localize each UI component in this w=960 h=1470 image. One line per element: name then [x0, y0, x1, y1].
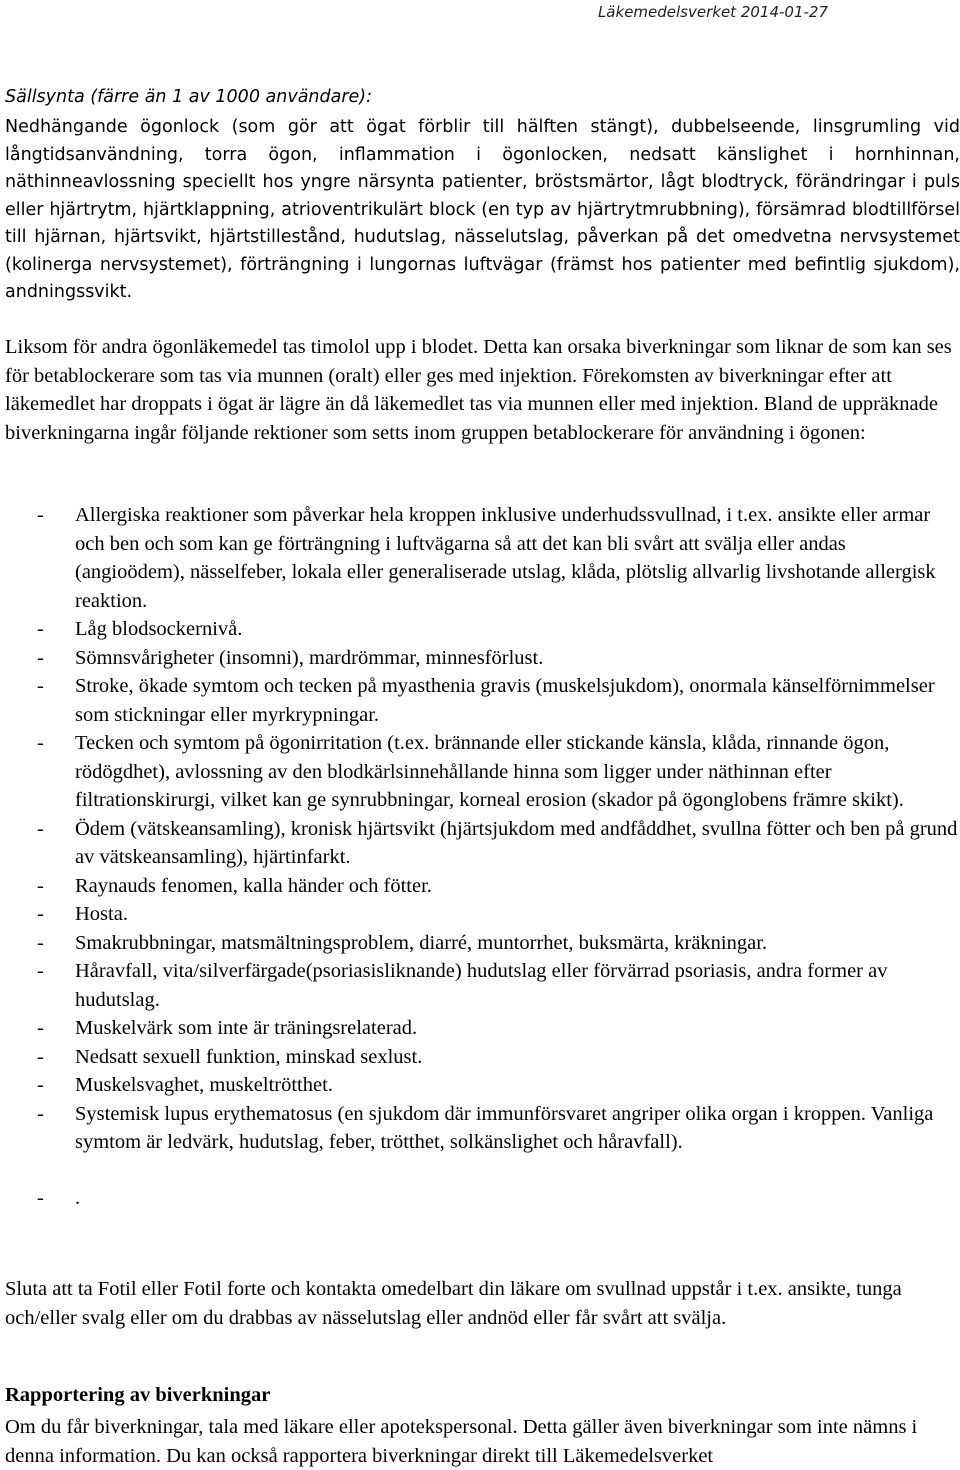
- list-item: [0, 1100, 960, 1157]
- list-item-text: Låg blodsockernivå.: [75, 618, 243, 640]
- list-item-text: Smakrubbningar, matsmältningsproblem, diarré, muntorrhet, buksmärta, kräkningar.: [75, 931, 768, 954]
- list-dash: -: [37, 1186, 44, 1209]
- list-item: [0, 672, 960, 729]
- list-dash: -: [37, 675, 44, 697]
- list-item: [0, 1071, 960, 1100]
- list-item-text: Muskelsvaghet, muskeltrötthet.: [75, 1074, 333, 1096]
- betablocker-effects-list: [0, 501, 960, 1212]
- rare-section-title: Sällsynta (färre än 1 av 1000 användare):: [5, 87, 373, 107]
- list-item-text: Sömnsvårigheter (insomni), mardrömmar, minnesförlust.: [75, 646, 544, 669]
- list-dash: -: [37, 646, 44, 669]
- list-dash: -: [37, 874, 44, 897]
- list-item: [0, 1014, 960, 1043]
- list-dash: -: [37, 1074, 44, 1096]
- list-item: [0, 1043, 960, 1072]
- list-dash: -: [37, 732, 44, 754]
- list-item-text: Systemisk lupus erythematosus (en sjukdom där immunförsvaret angriper olika organ i kroppen. Vanliga symtom är ledvärk, hudutslag, feber, trötthet, solkänslighet och håravfall).: [75, 1102, 934, 1153]
- list-item: [0, 957, 960, 1014]
- reporting-heading: Rapportering av biverkningar: [5, 1384, 271, 1406]
- list-dash: -: [37, 817, 44, 840]
- list-item-text: Ödem (vätskeansamling), kronisk hjärtsvikt (hjärtsjukdom med andfåddhet, svullna fötter och ben på grund av vätskeansamling), hjärtinfarkt.: [75, 817, 958, 868]
- stop-treatment-paragraph: Sluta att ta Fotil eller Fotil forte och kontakta omedelbart din läkare om svullnad uppstår i t.ex. ansikte, tunga och/eller svalg eller om du drabbas av nässelutslag eller andnöd eller får svårt att svälja.: [5, 1278, 902, 1329]
- list-item-text: Tecken och symtom på ögonirritation (t.ex. brännande eller stickande känsla, klåda, rinnande ögon, rödögdhet), avlossning av den blodkärlsinnehållande hinna som ligger under näthinnan efter filtrationskirurgi, vilket kan ge synrubbningar, korneal erosion (skador på ögonglobens främre skikt).: [75, 732, 904, 811]
- list-item: [0, 872, 960, 901]
- list-item: [0, 815, 960, 872]
- list-item: [0, 929, 960, 958]
- list-dash: -: [37, 618, 44, 640]
- list-item: [0, 615, 960, 644]
- list-item-text: Raynauds fenomen, kalla händer och fötter.: [75, 874, 432, 897]
- list-item-text: .: [75, 1186, 81, 1209]
- list-item-text: Håravfall, vita/silverfärgade(psoriasisliknande) hudutslag eller förvärrad psoriasis, andra former av hudutslag.: [75, 960, 888, 1011]
- rare-side-effects-text: Nedhängande ögonlock (som gör att ögat förblir till hälften stängt), dubbelseende, linsgrumling vid långtidsanvändning, torra ögon, inflammation i ögonlocken, nedsatt känslighet i hornhinnan, näthinneavlossning speciellt hos yngre närsynta patienter, bröstsmärtor, lågt blodtryck, förändringar i puls eller hjärtrytm, hjärtklappning, atrioventrikulärt block (en typ av hjärtrytmrubbning), försämrad blodtillförsel till hjärnan, hjärtsvikt, hjärtstillestånd, hudutslag, nässelutslag, påverkan på det omedvetna nervsystemet (kolinerga nervsystemet), förträngning i lungornas luftvägar (främst hos patienter med befintlig sjukdom), andningssvikt.: [5, 117, 960, 302]
- list-dash: -: [37, 1045, 44, 1068]
- list-dash: -: [37, 960, 44, 982]
- list-dash: -: [37, 903, 44, 925]
- list-item: [0, 729, 960, 815]
- list-item-text: Allergiska reaktioner som påverkar hela kroppen inklusive underhudssvullnad, i t.ex. ansikte eller armar och ben och som kan ge förträngning i luftvägarna så att det kan bli svårt att svälja eller andas (angioödem), nässelfeber, lokala eller generaliserade utslag, klåda, plötslig allvarlig livshotande allergisk reaktion.: [75, 504, 936, 612]
- list-item-text: Muskelvärk som inte är träningsrelaterad.: [75, 1017, 418, 1039]
- list-dash: -: [37, 1102, 44, 1125]
- list-item: [0, 900, 960, 929]
- list-item-text: Nedsatt sexuell funktion, minskad sexlust.: [75, 1045, 423, 1068]
- page-header: Läkemedelsverket 2014-01-27: [597, 3, 828, 21]
- list-item: [0, 501, 960, 615]
- list-dash: -: [37, 504, 44, 526]
- list-item-text: Hosta.: [75, 903, 128, 925]
- reporting-paragraph: Om du får biverkningar, tala med läkare eller apotekspersonal. Detta gäller även biverkningar som inte nämns i denna information. Du kan också rapportera biverkningar direkt till Läkemedelsverket: [5, 1416, 918, 1467]
- list-item-text: Stroke, ökade symtom och tecken på myasthenia gravis (muskelsjukdom), onormala känselförnimmelser som stickningar eller myrkrypningar.: [75, 675, 935, 726]
- list-dash: -: [37, 931, 44, 954]
- list-dash: -: [37, 1017, 44, 1039]
- list-item: [0, 644, 960, 673]
- timolol-paragraph: Liksom för andra ögonläkemedel tas timolol upp i blodet. Detta kan orsaka biverkningar som liknar de som kan ses för betablockerare som tas via munnen (oralt) eller ges med injektion. Förekomsten av biverkningar efter att läkemedlet har droppats i ögat är lägre än då läkemedlet tas via munnen eller med injektion. Bland de uppräknade biverkningarna ingår följande rektioner som setts inom gruppen betablockerare för användning i ögonen:: [5, 336, 952, 444]
- list-item: [0, 1184, 960, 1213]
